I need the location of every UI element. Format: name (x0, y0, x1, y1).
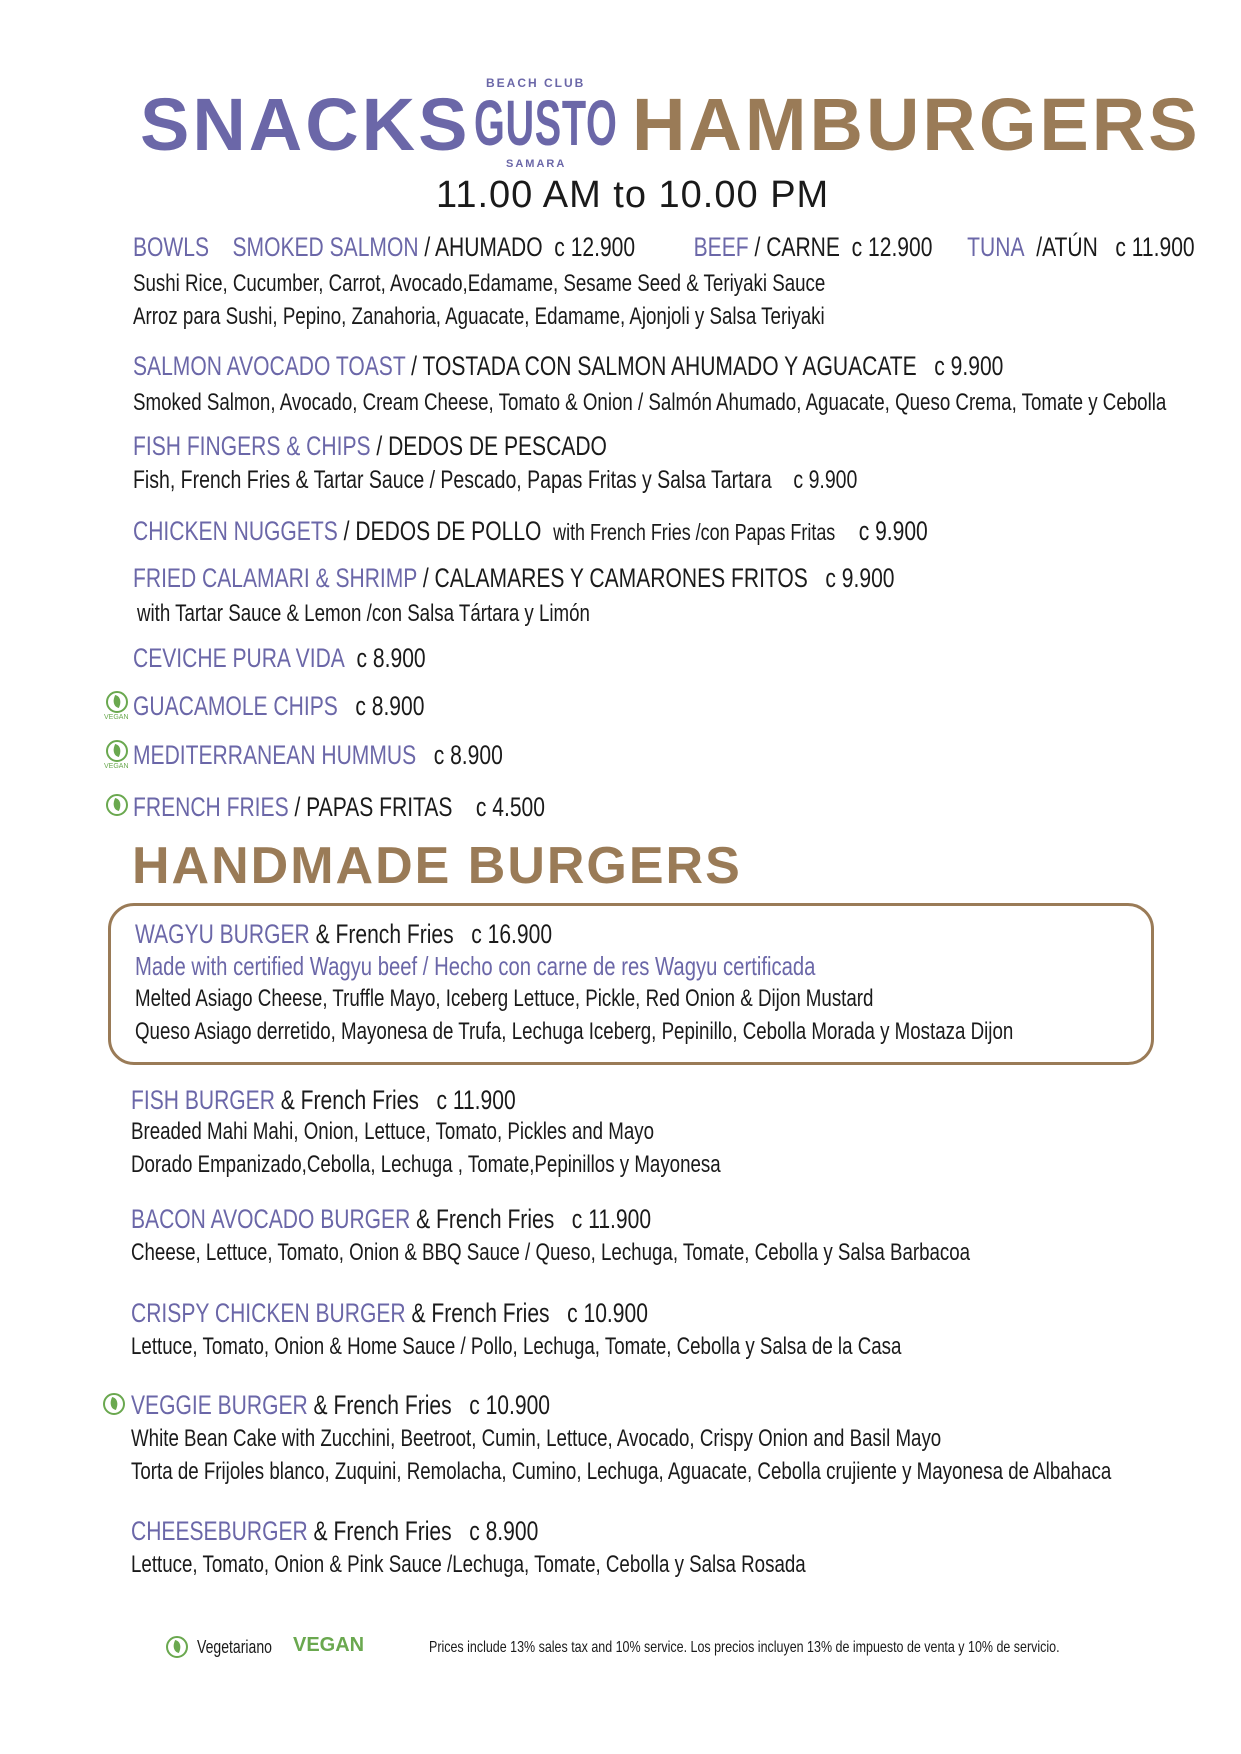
wagyu-with: & French Fries (309, 919, 454, 949)
fish-fingers-line (133, 431, 607, 462)
hummus-name: MEDITERRANEAN HUMMUS (133, 740, 417, 770)
salmon-toast-desc: Smoked Salmon, Avocado, Cream Cheese, Tomato & Onion / Salmón Ahumado, Aguacate, Queso Crema, Tomate y Cebolla (133, 389, 1167, 416)
footer-vegetarian-label: Vegetariano (197, 1637, 272, 1657)
vegan-leaf-icon (106, 740, 128, 762)
bacon-burger-name: BACON AVOCADO BURGER (131, 1204, 411, 1234)
bowls-label: BOWLS (133, 232, 210, 262)
crispy-burger-name: CRISPY CHICKEN BURGER (131, 1298, 406, 1328)
fries-price: c 4.500 (475, 792, 545, 822)
cheeseburger-desc: Lettuce, Tomato, Onion & Pink Sauce /Lechuga, Tomate, Cebolla y Salsa Rosada (131, 1551, 806, 1578)
guacamole-price: c 8.900 (355, 691, 425, 721)
nuggets-line (133, 516, 928, 547)
veggie-burger-name: VEGGIE BURGER (131, 1390, 308, 1420)
bacon-burger-with: & French Fries (410, 1204, 555, 1234)
nuggets-name: CHICKEN NUGGETS (133, 516, 338, 546)
fish-fingers-price: c 9.900 (793, 466, 858, 494)
vegetarian-leaf-icon (103, 1393, 125, 1415)
bowls-desc-en: Sushi Rice, Cucumber, Carrot, Avocado,Edamame, Sesame Seed & Teriyaki Sauce (133, 270, 826, 297)
veggie-burger-desc-en: White Bean Cake with Zucchini, Beetroot, Cumin, Lettuce, Avocado, Crispy Onion and Basil Mayo (131, 1425, 942, 1452)
bowls-beef-es: / CARNE (748, 232, 840, 262)
salmon-toast-name: SALMON AVOCADO TOAST (133, 351, 406, 381)
salmon-toast-es: / TOSTADA CON SALMON AHUMADO Y AGUACATE (405, 351, 917, 381)
cheeseburger-price: c 8.900 (469, 1516, 539, 1546)
wagyu-note: Made with certified Wagyu beef / Hecho con carne de res Wagyu certificada (135, 951, 816, 981)
logo-top-text: BEACH CLUB (486, 76, 586, 90)
guacamole-line (133, 691, 424, 722)
vegetarian-leaf-icon (106, 794, 128, 816)
fish-fingers-desc-line (133, 466, 857, 495)
veggie-burger-with: & French Fries (307, 1390, 452, 1420)
salmon-toast-price: c 9.900 (934, 351, 1004, 381)
bacon-burger-desc: Cheese, Lettuce, Tomato, Onion & BBQ Sauce / Queso, Lechuga, Tomate, Cebolla y Salsa Barbacoa (131, 1239, 971, 1266)
calamari-name: FRIED CALAMARI & SHRIMP (133, 563, 417, 593)
veggie-burger-price: c 10.900 (469, 1390, 551, 1420)
fish-fingers-desc: Fish, French Fries & Tartar Sauce / Pescado, Papas Fritas y Salsa Tartara (133, 466, 772, 494)
fish-fingers-name: FISH FINGERS & CHIPS (133, 431, 371, 461)
cheeseburger-name: CHEESEBURGER (131, 1516, 308, 1546)
crispy-burger-line (131, 1298, 648, 1329)
vegan-leaf-icon (106, 691, 128, 713)
bowls-tuna-price: c 11.900 (1115, 232, 1195, 262)
snacks-title: SNACKS (140, 83, 471, 166)
ceviche-line (133, 643, 426, 674)
bowls-beef-price: c 12.900 (851, 232, 933, 262)
bowls-tuna-name: TUNA (967, 232, 1025, 262)
nuggets-es: / DEDOS DE POLLO (337, 516, 542, 546)
fries-name: FRENCH FRIES (133, 792, 289, 822)
fish-burger-price: c 11.900 (436, 1085, 516, 1115)
vegetarian-leaf-icon (166, 1636, 188, 1658)
footer-vegan-label: VEGAN (293, 1634, 365, 1656)
fish-burger-desc-en: Breaded Mahi Mahi, Onion, Lettuce, Tomato, Pickles and Mayo (131, 1118, 655, 1145)
fish-burger-with: & French Fries (274, 1085, 419, 1115)
cheeseburger-with: & French Fries (307, 1516, 452, 1546)
bowls-desc-es: Arroz para Sushi, Pepino, Zanahoria, Aguacate, Edamame, Ajonjoli y Salsa Teriyaki (133, 303, 825, 330)
wagyu-price: c 16.900 (471, 919, 553, 949)
fish-fingers-es: / DEDOS DE PESCADO (370, 431, 607, 461)
veggie-burger-desc-es: Torta de Frijoles blanco, Zuquini, Remolacha, Cumino, Lechuga, Aguacate, Cebolla crujiente y Mayonesa de Albahaca (131, 1458, 1112, 1485)
calamari-price: c 9.900 (825, 563, 895, 593)
gusto-logo (470, 76, 618, 170)
crispy-burger-price: c 10.900 (567, 1298, 648, 1328)
bowls-tuna-es: /ATÚN (1030, 232, 1098, 262)
vegan-badge: VEGAN (104, 763, 129, 770)
hummus-line (133, 740, 503, 771)
handmade-burgers-title: HANDMADE BURGERS (132, 837, 742, 895)
hummus-price: c 8.900 (433, 740, 503, 770)
wagyu-desc-en: Melted Asiago Cheese, Truffle Mayo, Iceberg Lettuce, Pickle, Red Onion & Dijon Mustard (135, 985, 874, 1012)
bacon-burger-price: c 11.900 (571, 1204, 652, 1234)
salmon-toast-line (133, 351, 1003, 382)
fries-es: / PAPAS FRITAS (288, 792, 453, 822)
bowls-salmon-name: SMOKED SALMON (232, 232, 419, 262)
guacamole-name: GUACAMOLE CHIPS (133, 691, 338, 721)
fish-burger-line (131, 1085, 516, 1116)
footer-price-note: Prices include 13% sales tax and 10% service. Los precios incluyen 13% de impuesto de venta y 10% de servicio. (429, 1639, 1060, 1656)
bacon-burger-line (131, 1204, 651, 1235)
ceviche-name: CEVICHE PURA VIDA (133, 643, 345, 673)
calamari-desc: with Tartar Sauce & Lemon /con Salsa Tártara y Limón (137, 600, 590, 627)
logo-bottom-text: SAMARA (506, 158, 567, 170)
veggie-burger-line (131, 1390, 550, 1421)
vegan-badge: VEGAN (104, 714, 129, 721)
nuggets-price: c 9.900 (858, 516, 928, 546)
bowls-salmon-price: c 12.900 (554, 232, 636, 262)
fish-burger-name: FISH BURGER (131, 1085, 275, 1115)
bowls-salmon-es: / AHUMADO (418, 232, 543, 262)
wagyu-desc-es: Queso Asiago derretido, Mayonesa de Trufa, Lechuga Iceberg, Pepinillo, Cebolla Morada y Mostaza Dijon (135, 1018, 1014, 1045)
hamburgers-title: HAMBURGERS (632, 83, 1201, 166)
cheeseburger-line (131, 1516, 538, 1547)
crispy-burger-desc: Lettuce, Tomato, Onion & Home Sauce / Pollo, Lechuga, Tomate, Cebolla y Salsa de la Casa (131, 1333, 902, 1360)
nuggets-extra: with French Fries /con Papas Fritas (553, 519, 836, 545)
ceviche-price: c 8.900 (356, 643, 426, 673)
fries-line (133, 792, 545, 823)
calamari-line (133, 563, 895, 594)
fish-burger-desc-es: Dorado Empanizado,Cebolla, Lechuga , Tomate,Pepinillos y Mayonesa (131, 1151, 721, 1178)
crispy-burger-with: & French Fries (405, 1298, 550, 1328)
logo-name: GUSTO (474, 87, 618, 159)
wagyu-line (135, 919, 552, 950)
calamari-es: / CALAMARES Y CAMARONES FRITOS (416, 563, 808, 593)
bowls-line (133, 232, 1195, 263)
wagyu-name: WAGYU BURGER (135, 919, 310, 949)
opening-hours: 11.00 AM to 10.00 PM (436, 174, 830, 216)
bowls-beef-name: BEEF (693, 232, 749, 262)
